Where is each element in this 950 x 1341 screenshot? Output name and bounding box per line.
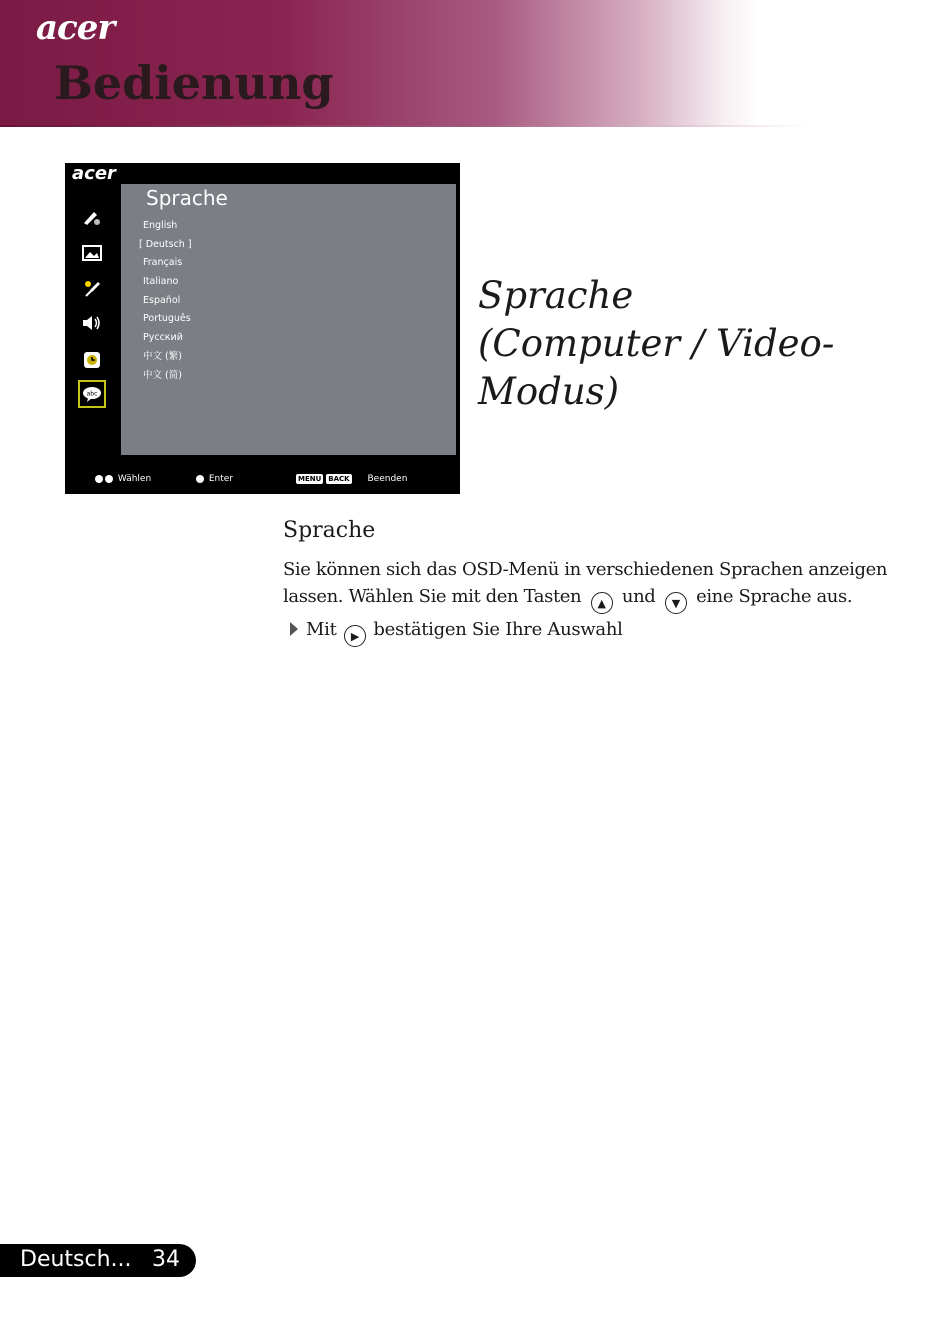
osd-enter-hint — [196, 474, 233, 484]
down-arrow-button-icon: ▼ — [665, 592, 687, 614]
svg-text:abc: abc — [86, 390, 98, 398]
language-option[interactable]: Français — [143, 257, 183, 269]
osd-language-panel — [121, 184, 456, 455]
language-option[interactable]: Italiano — [143, 276, 179, 288]
language-option[interactable]: English — [143, 220, 178, 231]
menu-key: MENU — [298, 475, 322, 483]
triangle-bullet-icon — [290, 622, 298, 636]
side-heading-line: Modus) — [478, 370, 620, 413]
language-option-selected[interactable]: [ Deutsch ] — [139, 238, 192, 250]
para-text-end: eine Sprache aus. — [696, 586, 853, 607]
header-divider — [0, 125, 950, 127]
right-arrow-button-icon: ▶ — [344, 625, 366, 647]
body-paragraph — [283, 556, 893, 614]
language-option[interactable]: 中文 (繁) — [143, 350, 182, 362]
language-option[interactable]: Português — [143, 313, 191, 325]
para-text: Sie können sich das OSD-Menü in verschiedenen Sprachen anzeigen lassen. Wählen Sie mit den Tasten — [283, 559, 888, 607]
timer-clock-icon — [79, 347, 105, 373]
brand-logo: acer — [36, 8, 115, 48]
side-heading-line: (Computer / Video- — [478, 322, 835, 365]
osd-footer — [65, 471, 460, 489]
osd-select-hint — [95, 474, 151, 484]
up-arrow-button-icon: ▲ — [591, 592, 613, 614]
language-option[interactable]: 中文 (简) — [143, 369, 182, 381]
language-speech-icon — [78, 380, 106, 408]
color-palette-icon — [79, 205, 105, 231]
bullet-rest: bestätigen Sie Ihre Auswahl — [373, 619, 623, 640]
up-down-dot-icon — [95, 475, 103, 483]
osd-language-list — [139, 217, 192, 385]
right-dot-icon — [196, 475, 204, 483]
osd-heading: Sprache — [146, 186, 228, 210]
picture-icon — [79, 240, 105, 266]
bullet-line — [290, 615, 623, 647]
page-number: 34 — [152, 1247, 180, 1272]
osd-exit-hint — [296, 474, 407, 484]
section-title: Bedienung — [54, 56, 334, 110]
language-option[interactable]: Русский — [143, 332, 183, 344]
audio-speaker-icon — [79, 310, 105, 336]
footer-language: Deutsch... — [20, 1247, 132, 1272]
osd-brand-logo: acer — [72, 163, 116, 184]
up-down-dot-icon — [105, 475, 113, 483]
side-heading — [478, 272, 858, 416]
settings-wrench-icon — [79, 275, 105, 301]
enter-label: Enter — [208, 474, 234, 484]
select-label: Wählen — [117, 474, 152, 484]
side-heading-line: Sprache — [478, 274, 634, 317]
exit-label: Beenden — [367, 474, 408, 484]
back-key: BACK — [328, 475, 350, 483]
osd-screenshot — [65, 163, 460, 494]
body-heading: Sprache — [283, 518, 376, 543]
page-footer-tab — [0, 1244, 196, 1277]
para-and: und — [621, 586, 656, 607]
bullet-mit: Mit — [306, 619, 337, 640]
language-option[interactable]: Español — [143, 294, 181, 306]
